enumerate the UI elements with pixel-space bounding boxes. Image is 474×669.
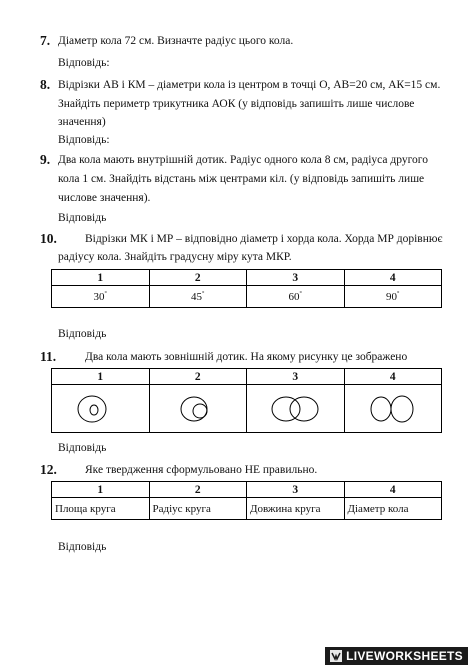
q8-text-line2: Знайдіть периметр трикутника АОК (у відповідь запишіть лише числове [58, 98, 415, 110]
internal-tangent-circles-icon [70, 389, 130, 429]
q12-answer-label: Відповідь [58, 541, 107, 553]
q10-option-2-value: 45 [191, 290, 203, 303]
q11-text-line1: Два кола мають зовнішній дотик. На якому рисунку це зображено [85, 351, 408, 363]
liveworksheets-logo [325, 647, 468, 665]
q9-number: 9. [40, 152, 51, 167]
q10-option-4[interactable] [344, 286, 442, 308]
degree-sign: ° [202, 290, 205, 297]
q10-header-2: 2 [149, 270, 247, 286]
q11-header-2: 2 [149, 369, 247, 385]
q11-number: 11. [40, 349, 57, 364]
q12-header-3: 3 [247, 482, 345, 498]
q9-text-line3: числове значення). [58, 192, 151, 204]
q11-header-4: 4 [344, 369, 442, 385]
logo-text: LIVEWORKSHEETS [346, 649, 463, 663]
q10-number: 10. [40, 231, 57, 246]
q11-header-1: 1 [52, 369, 150, 385]
q11-option-1[interactable] [52, 385, 150, 433]
q7-answer-label: Відповідь: [58, 57, 110, 69]
q11-option-3[interactable] [247, 385, 345, 433]
q8-answer-label: Відповідь: [58, 134, 110, 146]
intersecting-circles-icon [260, 389, 330, 429]
q12-option-1[interactable] [52, 498, 150, 520]
q12-header-4: 4 [344, 482, 442, 498]
q11-option-2[interactable] [149, 385, 247, 433]
q7-text-line1: Діаметр кола 72 см. Визначте радіус цього кола. [58, 35, 294, 47]
q11-options-table [51, 368, 442, 433]
q8-number: 8. [40, 77, 51, 92]
q10-header-3: 3 [247, 270, 345, 286]
q10-text-line2: радіусу кола. Знайдіть градусну міру кута МКР. [58, 251, 292, 263]
q12-option-1-value: Площа круга [55, 502, 116, 515]
q10-option-4-value: 90 [386, 290, 398, 303]
q9-text-line1: Два кола мають внутрішній дотик. Радіус одного кола 8 см, радіуса другого [58, 154, 428, 166]
q12-option-3-value: Довжина круга [250, 502, 321, 515]
q10-option-1[interactable] [52, 286, 150, 308]
q7-number: 7. [40, 33, 51, 48]
q12-header-2: 2 [149, 482, 247, 498]
q12-header-1: 1 [52, 482, 150, 498]
q10-option-3[interactable] [247, 286, 345, 308]
q8-text-line1: Відрізки АВ і КМ – діаметри кола із центром в точці О, АВ=20 см, АК=15 см. [58, 79, 441, 91]
q12-text-line1: Яке твердження сформульовано НЕ правильно. [85, 464, 318, 476]
q10-header-1: 1 [52, 270, 150, 286]
q10-answer-label: Відповідь [58, 328, 107, 340]
q10-option-2[interactable] [149, 286, 247, 308]
q12-options-table [51, 481, 442, 520]
q12-option-4[interactable] [344, 498, 442, 520]
q10-text-line1: Відрізки МК і МР – відповідно діаметр і хорда кола. Хорда МР дорівнює [85, 233, 443, 245]
q12-option-2-value: Радіус круга [152, 502, 211, 515]
q10-header-4: 4 [344, 270, 442, 286]
externally-tangent-circles-icon [358, 389, 428, 429]
q9-answer-label: Відповідь [58, 212, 107, 224]
degree-sign: ° [299, 290, 302, 297]
q8-text-line3: значення) [58, 116, 106, 128]
degree-sign: ° [104, 290, 107, 297]
liveworksheets-mark-icon [330, 650, 342, 662]
q11-option-4[interactable] [344, 385, 442, 433]
q9-text-line2: кола 1 см. Знайдіть відстань між центрами кіл. (у відповідь запишіть лише [58, 173, 425, 185]
q12-number: 12. [40, 462, 57, 477]
q10-option-1-value: 30 [93, 290, 105, 303]
q11-answer-label: Відповідь [58, 442, 107, 454]
internally-tangent-circles-icon [168, 389, 228, 429]
q12-option-2[interactable] [149, 498, 247, 520]
q12-option-3[interactable] [247, 498, 345, 520]
q10-options-table [51, 269, 442, 308]
q10-option-3-value: 60 [288, 290, 300, 303]
q11-header-3: 3 [247, 369, 345, 385]
q12-option-4-value: Діаметр кола [347, 502, 409, 515]
degree-sign: ° [397, 290, 400, 297]
